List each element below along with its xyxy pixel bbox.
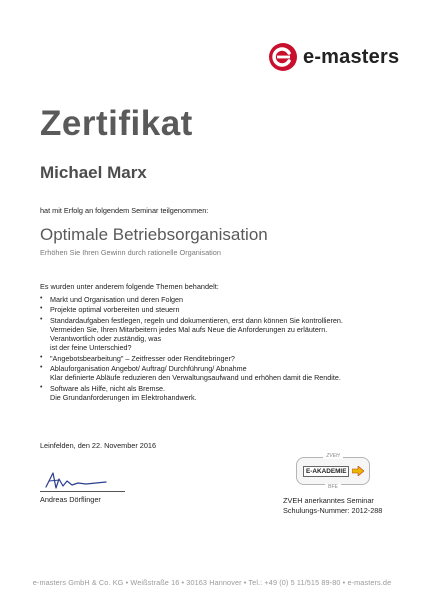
topic-item [40,384,395,403]
signature-image [40,470,110,492]
topic-line: ist der feine Unterschied? [50,343,132,353]
topic-line: Vermeiden Sie, Ihren Mitarbeitern jedes Mal aufs Neue die Anforderungen zu erläutern. [50,324,328,334]
topic-line: Verantwortlich oder zuständig, was [50,334,162,344]
badge-top-label: ZVEH [297,453,369,459]
place-date: Leinfelden, den 22. November 2016 [40,441,157,450]
signer-name: Andreas Dörflinger [40,495,101,504]
signature-line [40,491,125,492]
e-akademie-badge [296,453,370,490]
topic-item [40,305,395,314]
topic-line: • Ablauforganisation Angebot/ Auftrag/ Durchführung/ Abnahme [50,364,247,374]
accreditation-block [283,496,383,515]
certificate-title: Zertifikat [40,104,193,143]
topic-item [40,364,395,383]
participation-text: hat mit Erfolg an folgendem Seminar teilgenommen: [40,206,209,215]
recipient-name: Michael Marx [40,163,147,182]
accreditation-line2: Schulungs-Nummer: 2012-288 [283,505,383,515]
accreditation-line1: ZVEH anerkanntes Seminar [283,496,374,505]
brand-name: e-masters [303,45,400,68]
topic-line: • Markt und Organisation und deren Folgen [50,295,184,304]
topic-item [40,295,395,304]
topic-line: • Software als Hilfe, nicht als Bremse. [50,383,166,393]
topic-item [40,354,395,363]
arrow-icon [352,466,364,476]
topic-line: Die Grundanforderungen im Elektrohandwerk. [50,392,197,402]
e-masters-logo-icon [268,42,298,72]
topic-item [40,316,395,353]
badge-bottom-label: BFE [297,484,369,490]
brand-logo [268,42,399,72]
topic-line: • Standardaufgaben festlegen, regeln und dokumentieren, erst dann können Sie kontrollieren. [50,315,343,325]
badge-name: E-AKADEMIE [303,466,349,477]
seminar-subtitle: Erhöhen Sie Ihren Gewinn durch rationelle Organisation [40,248,221,257]
topic-line: • Projekte optimal vorbereiten und steuern [50,305,180,315]
topics-intro: Es wurden unter anderem folgende Themen behandelt: [40,282,219,291]
topic-line: Klar definierte Abläufe reduzieren den Verwaltungsaufwand und erhöhen damit die Rendite. [50,373,341,383]
seminar-title: Optimale Betriebsorganisation [40,225,268,244]
topic-line: • "Angebotsbearbeitung" – Zeitfresser oder Renditebringer? [50,353,235,363]
footer-address: e-masters GmbH & Co. KG • Weißstraße 16 • 30163 Hannover • Tel.: +49 (0) 5 11/515 89-80 • e-masters.de [32,578,392,587]
topic-list [40,295,395,403]
